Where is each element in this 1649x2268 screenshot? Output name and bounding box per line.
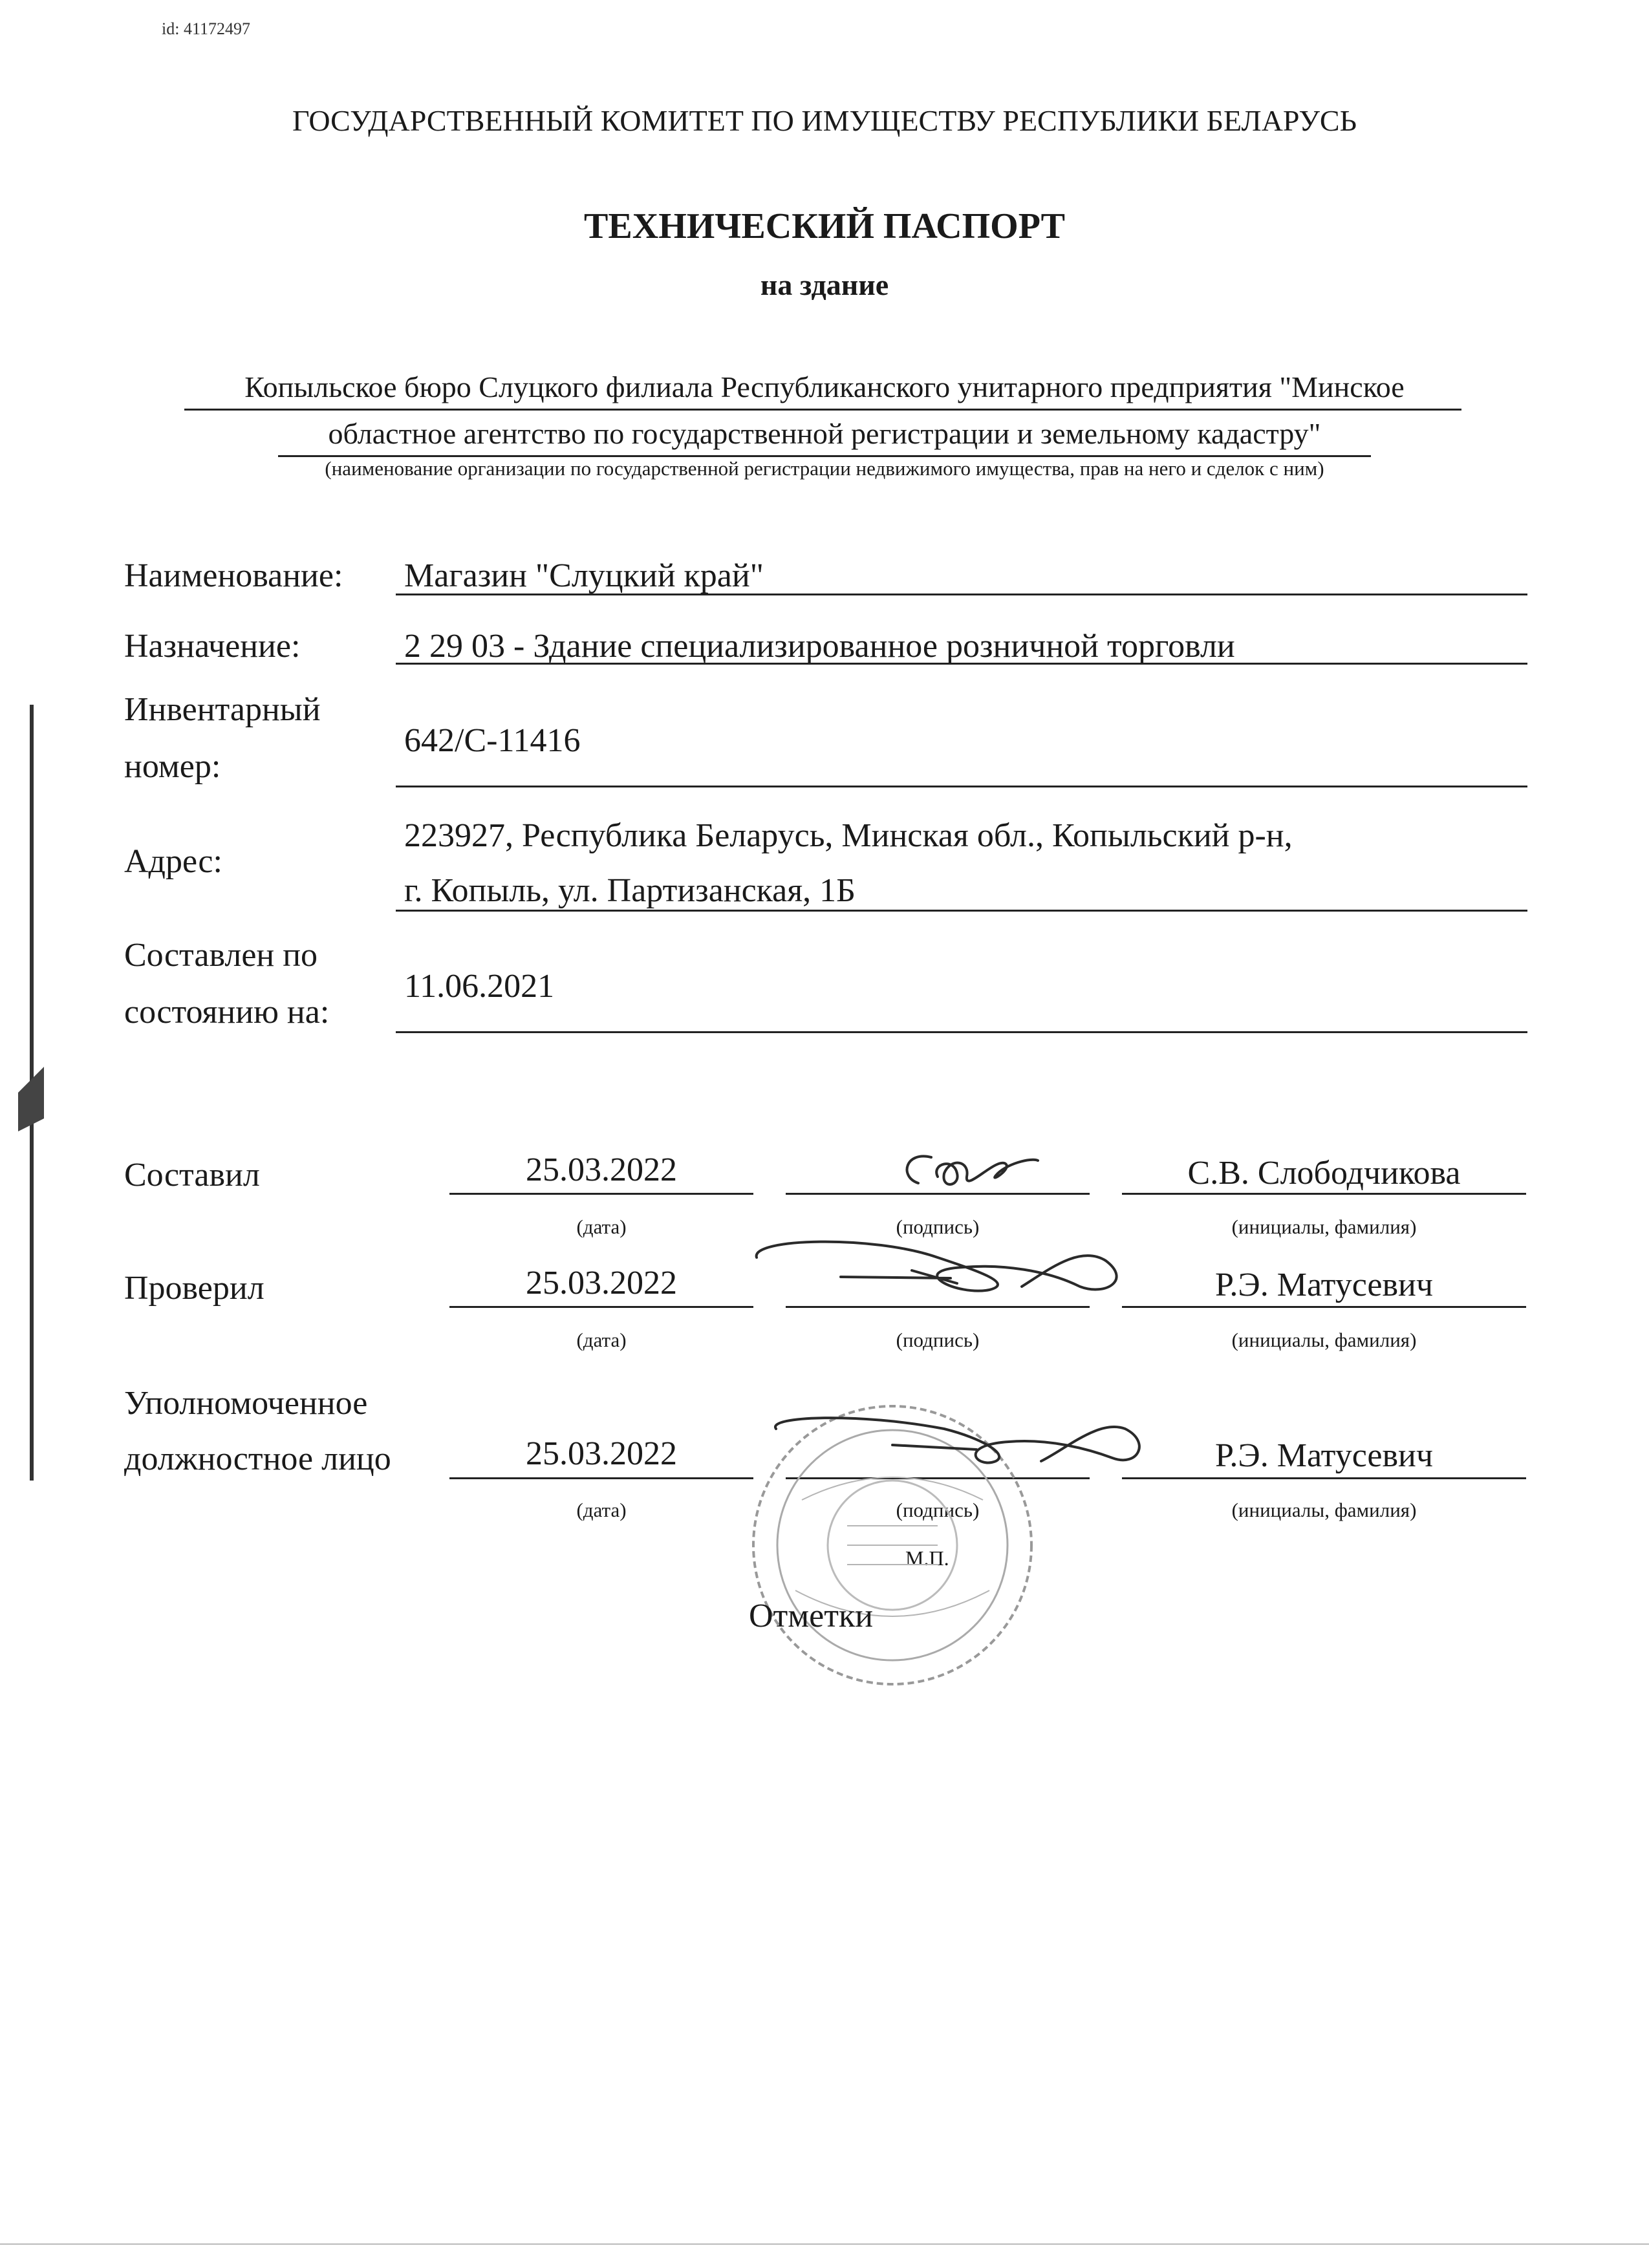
checked-name-underline <box>1122 1306 1526 1308</box>
compiled-name: С.В. Слободчикова <box>1187 1155 1461 1192</box>
address-line-1: 223927, Республика Беларусь, Минская обл., Копыльский р-н, <box>404 817 1293 854</box>
inventory-value: 642/С-11416 <box>404 722 581 759</box>
official-name-underline <box>1122 1477 1526 1479</box>
compiled-signature-caption: (подпись) <box>896 1215 980 1238</box>
address-underline <box>396 910 1527 912</box>
official-date-caption: (дата) <box>576 1499 627 1521</box>
scan-edge-mark <box>18 705 44 1481</box>
seal-place-label: М.П. <box>905 1546 949 1570</box>
name-underline <box>396 594 1527 595</box>
name-label: Наименование: <box>124 557 343 594</box>
as-of-value: 11.06.2021 <box>404 968 555 1005</box>
checked-date-caption: (дата) <box>576 1329 627 1351</box>
compiled-date: 25.03.2022 <box>526 1151 677 1188</box>
purpose-underline <box>396 663 1527 665</box>
compiled-name-underline <box>1122 1193 1526 1195</box>
organization-hint: (наименование организации по государственной регистрации недвижимого имущества, прав на него и сделок с ним) <box>325 457 1324 480</box>
signature-compiled <box>892 1138 1041 1209</box>
inventory-label-line-1: Инвентарный <box>124 691 321 728</box>
as-of-label-line-2: состоянию на: <box>124 994 330 1031</box>
compiled-name-caption: (инициалы, фамилия) <box>1231 1215 1417 1238</box>
checked-name: Р.Э. Матусевич <box>1214 1267 1434 1303</box>
official-date: 25.03.2022 <box>526 1435 677 1472</box>
official-label-line-1: Уполномоченное <box>124 1385 368 1422</box>
compiled-label: Составил <box>124 1157 260 1193</box>
inventory-underline <box>396 786 1527 787</box>
document-title: ТЕХНИЧЕСКИЙ ПАСПОРТ <box>584 206 1065 246</box>
as-of-underline <box>396 1031 1527 1033</box>
checked-signature-caption: (подпись) <box>896 1329 980 1351</box>
document-id: id: 41172497 <box>162 19 250 38</box>
as-of-label-line-1: Составлен по <box>124 937 318 974</box>
official-label-line-2: должностное лицо <box>124 1440 391 1477</box>
signature-official <box>763 1409 1151 1481</box>
official-name: Р.Э. Матусевич <box>1214 1437 1434 1474</box>
agency-heading: ГОСУДАРСТВЕННЫЙ КОМИТЕТ ПО ИМУЩЕСТВУ РЕСПУБЛИКИ БЕЛАРУСЬ <box>292 104 1357 137</box>
organization-line-2: областное агентство по государственной регистрации и земельному кадастру" <box>328 417 1321 450</box>
checked-date-underline <box>449 1306 753 1308</box>
inventory-label-line-2: номер: <box>124 748 221 785</box>
purpose-label: Назначение: <box>124 628 301 665</box>
checked-date: 25.03.2022 <box>526 1265 677 1301</box>
compiled-date-underline <box>449 1193 753 1195</box>
scan-bottom-edge <box>0 2243 1649 2245</box>
compiled-date-caption: (дата) <box>576 1215 627 1238</box>
signature-checked <box>744 1232 1145 1316</box>
name-value: Магазин "Слуцкий край" <box>404 557 764 594</box>
document-subtitle: на здание <box>760 268 889 301</box>
marks-heading: Отметки <box>749 1598 874 1634</box>
organization-line-1: Копыльское бюро Слуцкого филиала Республиканского унитарного предприятия "Минское <box>244 370 1405 403</box>
address-line-2: г. Копыль, ул. Партизанская, 1Б <box>404 872 856 909</box>
purpose-value: 2 29 03 - Здание специализированное розничной торговли <box>404 628 1235 665</box>
official-date-underline <box>449 1477 753 1479</box>
checked-label: Проверил <box>124 1270 264 1307</box>
address-label: Адрес: <box>124 843 222 880</box>
official-signature-caption: (подпись) <box>896 1499 980 1521</box>
checked-name-caption: (инициалы, фамилия) <box>1231 1329 1417 1351</box>
official-name-caption: (инициалы, фамилия) <box>1231 1499 1417 1521</box>
